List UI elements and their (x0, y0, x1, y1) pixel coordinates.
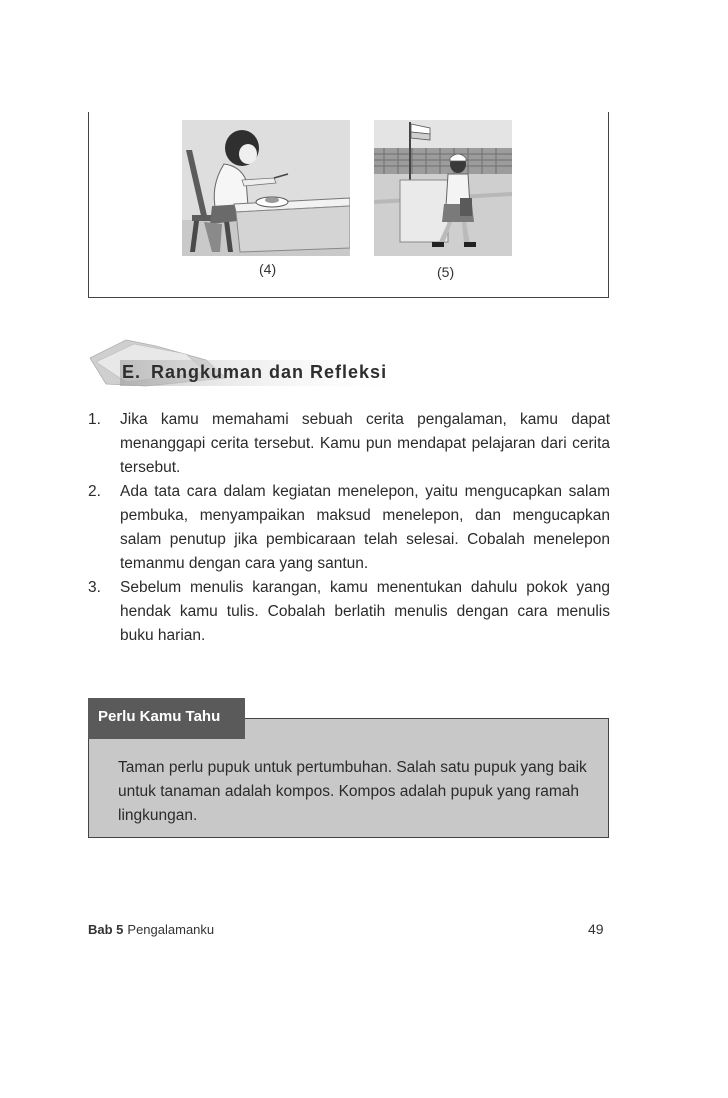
section-title: Rangkuman dan Refleksi (151, 362, 388, 382)
figure-caption-4: (4) (259, 261, 277, 277)
page-number: 49 (588, 921, 604, 937)
info-box-text: Taman perlu pupuk untuk pertumbuhan. Salah satu pupuk yang baik untuk tanaman adalah kompos. Kompos adalah pupuk yang ramah lingkungan. (118, 759, 587, 824)
list-item-text: Ada tata cara dalam kegiatan menelepon, yaitu mengucapkan salam pembuka, menyampaikan maksud menelepon, dan mengucapkan salam penutup jika pembicaraan telah selesai. Cobalah menelepon temanmu dengan cara yang santun. (120, 483, 610, 572)
summary-list (88, 408, 610, 648)
footer-chapter-title: Pengalamanku (127, 922, 215, 937)
list-item (88, 408, 610, 480)
illustration-student-walking (374, 120, 512, 256)
list-item-text: Jika kamu memahami sebuah cerita pengalaman, kamu dapat menanggapi cerita tersebut. Kamu pun mendapat pelajaran dari cerita tersebut. (120, 411, 610, 476)
figure-caption-5: (5) (437, 264, 455, 280)
list-item-text: Sebelum menulis karangan, kamu menentukan dahulu pokok yang hendak kamu tulis. Cobalah berlatih menulis dengan cara menulis buku harian. (120, 579, 610, 644)
footer-chapter (88, 922, 214, 937)
section-heading (122, 362, 387, 383)
illustration-girl-eating (182, 120, 350, 256)
section-number: E. (122, 362, 142, 382)
footer-chapter-number: Bab 5 (88, 922, 124, 937)
list-item (88, 480, 610, 576)
list-item-number: 3. (88, 579, 101, 596)
list-item-number: 1. (88, 411, 101, 428)
list-item-number: 2. (88, 483, 101, 500)
info-box-title: Perlu Kamu Tahu (88, 698, 245, 736)
list-item (88, 576, 610, 648)
